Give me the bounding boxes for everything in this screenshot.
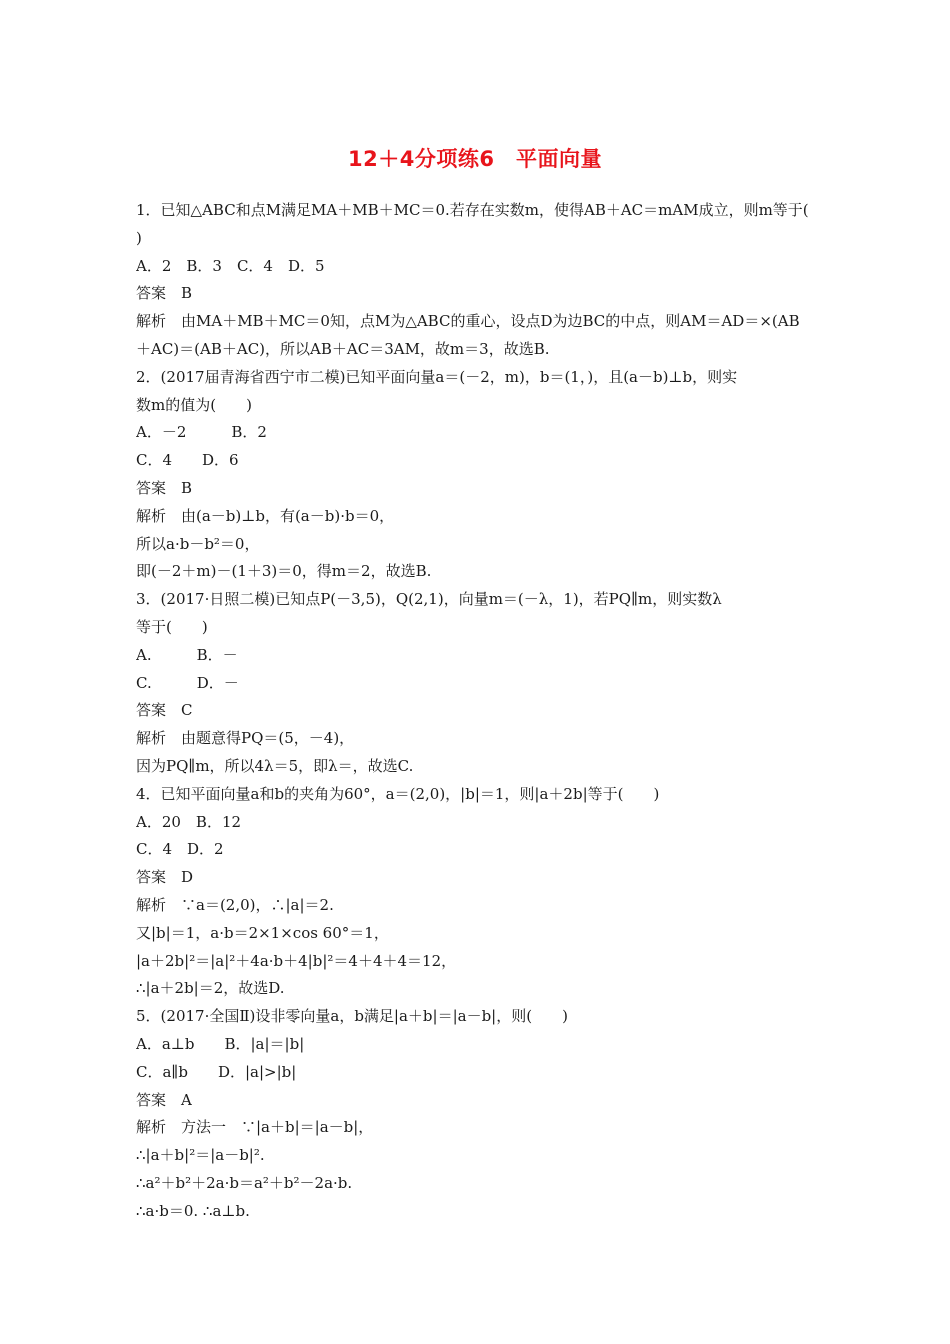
- text-line: ＋AC)＝(AB＋AC)，所以AB＋AC＝3AM，故m＝3，故选B.: [136, 339, 550, 358]
- text-line: ∴a·b＝0. ∴a⊥b.: [136, 1201, 250, 1220]
- text-line: 解析 由题意得PQ＝(5，－4)，: [136, 729, 355, 748]
- text-line: 答案 B: [136, 284, 193, 303]
- text-line: 数m的值为( ): [136, 395, 252, 414]
- text-line: A．a⊥b B．|a|＝|b|: [136, 1034, 305, 1053]
- text-line: A．－2 B．2: [136, 423, 267, 442]
- text-line: |a＋2b|²＝|a|²＋4a·b＋4|b|²＝4＋4＋4＝12，: [136, 951, 457, 970]
- text-line: C．4 D．6: [136, 451, 239, 470]
- text-line: C. D．－: [136, 673, 239, 692]
- document-body: [136, 197, 816, 1225]
- text-line: ∴|a＋2b|＝2，故选D.: [136, 979, 285, 998]
- text-line: 答案 A: [136, 1090, 192, 1109]
- text-line: 5．(2017·全国Ⅱ)设非零向量a，b满足|a＋b|＝|a－b|，则( ): [136, 1007, 568, 1026]
- text-line: 又|b|＝1，a·b＝2×1×cos 60°＝1，: [136, 923, 389, 942]
- text-line: 解析 ∵a＝(2,0)，∴|a|＝2.: [136, 895, 334, 914]
- text-line: ∴|a＋b|²＝|a－b|².: [136, 1146, 265, 1165]
- text-line: 解析 由MA＋MB＋MC＝0知，点M为△ABC的重心，设点D为边BC的中点，则AM＝AD＝×(AB: [136, 312, 800, 331]
- text-line: A．20 B．12: [136, 812, 242, 831]
- text-line: C．a∥b D．|a|>|b|: [136, 1062, 297, 1081]
- text-line: C．4 D．2: [136, 840, 224, 859]
- text-line: 3．(2017·日照二模)已知点P(－3,5)，Q(2,1)，向量m＝(－λ，1)，若PQ∥m，则实数λ: [136, 590, 722, 609]
- text-line: 答案 D: [136, 868, 194, 887]
- text-line: 等于( ): [136, 617, 208, 636]
- text-line: 答案 C: [136, 701, 193, 720]
- text-line: ∴a²＋b²＋2a·b＝a²＋b²－2a·b.: [136, 1173, 353, 1192]
- text-line: 因为PQ∥m，所以4λ＝5，即λ＝，故选C.: [136, 756, 414, 775]
- text-line: 4．已知平面向量a和b的夹角为60°，a＝(2,0)，|b|＝1，则|a＋2b|等于( ): [136, 784, 660, 803]
- text-line: 2．(2017届青海省西宁市二模)已知平面向量a＝(－2，m)，b＝(1，)，且(a－b)⊥b，则实: [136, 367, 738, 386]
- text-line: 所以a·b－b²＝0，: [136, 534, 260, 553]
- text-line: A. B．－: [136, 645, 238, 664]
- page-title: 12＋4分项练6 平面向量: [348, 147, 602, 171]
- text-line: A．2 B．3 C．4 D．5: [136, 256, 325, 275]
- text-line: 答案 B: [136, 478, 193, 497]
- text-line: 1．已知△ABC和点M满足MA＋MB＋MC＝0.若存在实数m，使得AB＋AC＝mAM成立，则m等于(: [136, 201, 809, 219]
- text-line: 解析 方法一 ∵|a＋b|＝|a－b|，: [136, 1118, 374, 1137]
- text-line: ): [136, 228, 142, 247]
- text-line: 即(－2＋m)－(1＋3)＝0，得m＝2，故选B.: [136, 562, 432, 581]
- text-line: 解析 由(a－b)⊥b，有(a－b)·b＝0，: [136, 506, 395, 525]
